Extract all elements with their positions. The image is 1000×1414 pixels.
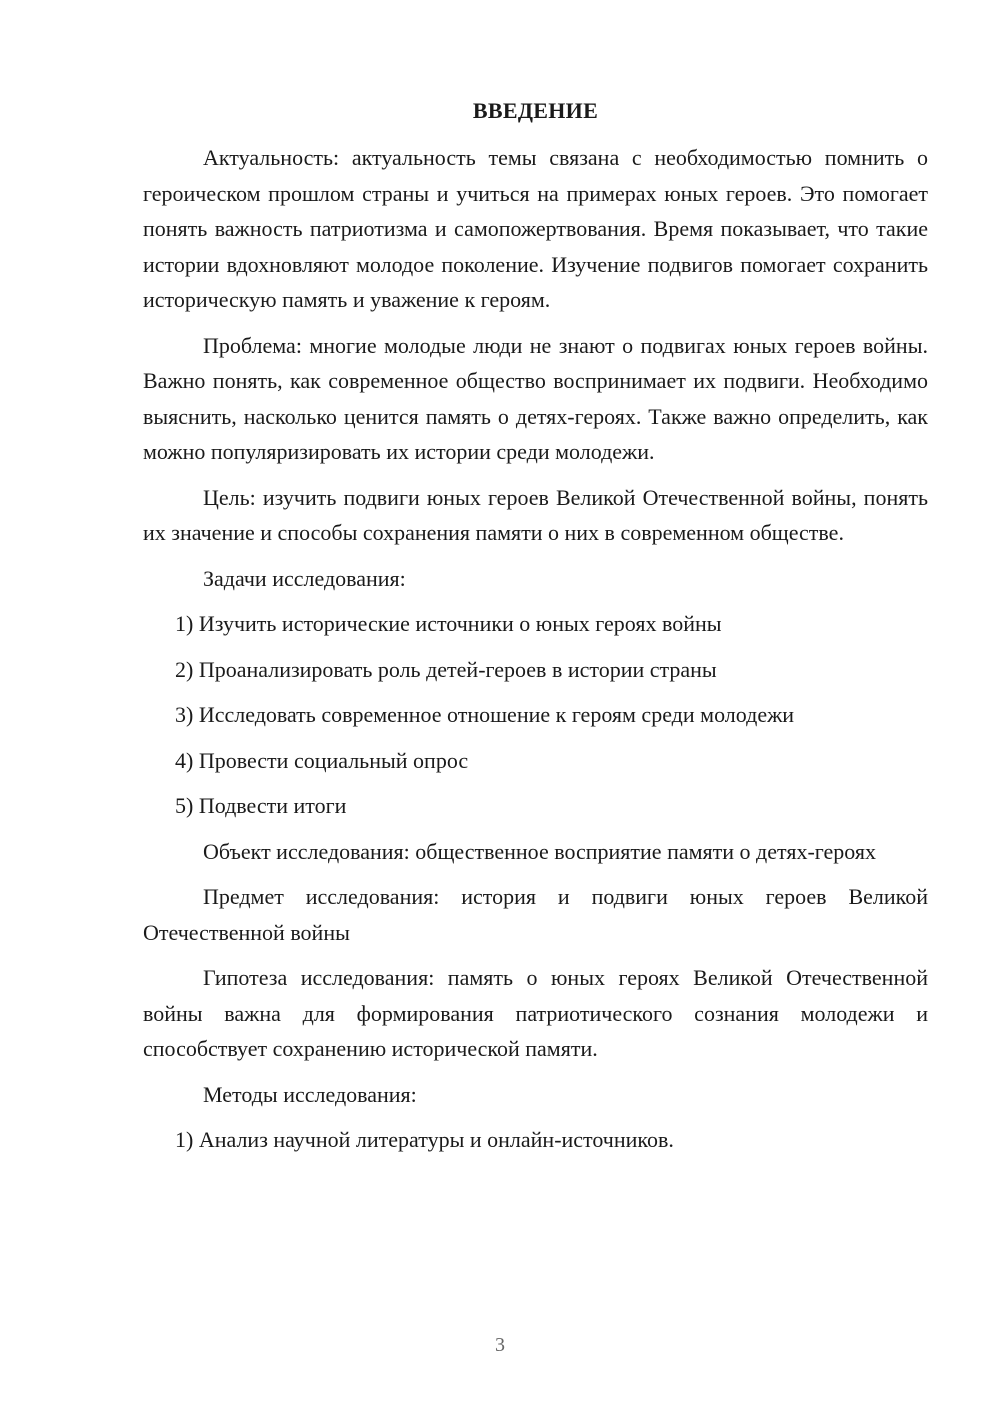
document-page: [143, 94, 928, 1168]
goal-paragraph: Цель: изучить подвиги юных героев Великой Отечественной войны, понять их значение и способы сохранения памяти о них в современном обществе.: [143, 484, 928, 545]
list-item: 5) Подвести итоги: [175, 793, 347, 818]
methods-heading: Методы исследования:: [203, 1081, 417, 1107]
list-item: 1) Изучить исторические источники о юных героях войны: [175, 611, 722, 636]
subject-paragraph: Предмет исследования: история и подвиги юных героев Великой Отечественной войны: [143, 884, 928, 945]
problem-paragraph: Проблема: многие молодые люди не знают о подвигах юных героев войны. Важно понять, как современное общество воспринимает их подвиги. Необходимо выяснить, насколько ценится память о детях-героях. Также важно определить, как можно популяризировать их истории среди молодежи.: [143, 332, 928, 464]
tasks-heading: Задачи исследования:: [203, 565, 406, 591]
methods-list: [143, 1122, 928, 1158]
list-item: 1) Анализ научной литературы и онлайн-источников.: [175, 1127, 674, 1152]
list-item: 3) Исследовать современное отношение к героям среди молодежи: [175, 702, 795, 727]
tasks-list: [143, 606, 928, 824]
object-paragraph: Объект исследования: общественное восприятие памяти о детях-героях: [203, 838, 876, 864]
section-title: ВВЕДЕНИЕ: [472, 98, 599, 123]
list-item: 2) Проанализировать роль детей-героев в истории страны: [175, 656, 717, 682]
page-number: 3: [495, 1334, 505, 1356]
hypothesis-paragraph: Гипотеза исследования: память о юных героях Великой Отечественной войны важна для формирования патриотического сознания молодежи и способствует сохранению исторической памяти.: [143, 965, 928, 1061]
relevance-paragraph: Актуальность: актуальность темы связана с необходимостью помнить о героическом прошлом страны и учиться на примерах юных героев. Это помогает понять важность патриотизма и самопожертвования. Время показывает, что такие истории вдохновляют молодое поколение. Изучение подвигов помогает сохранить историческую память и уважение к героям.: [143, 145, 928, 312]
list-item: 4) Провести социальный опрос: [175, 747, 469, 773]
